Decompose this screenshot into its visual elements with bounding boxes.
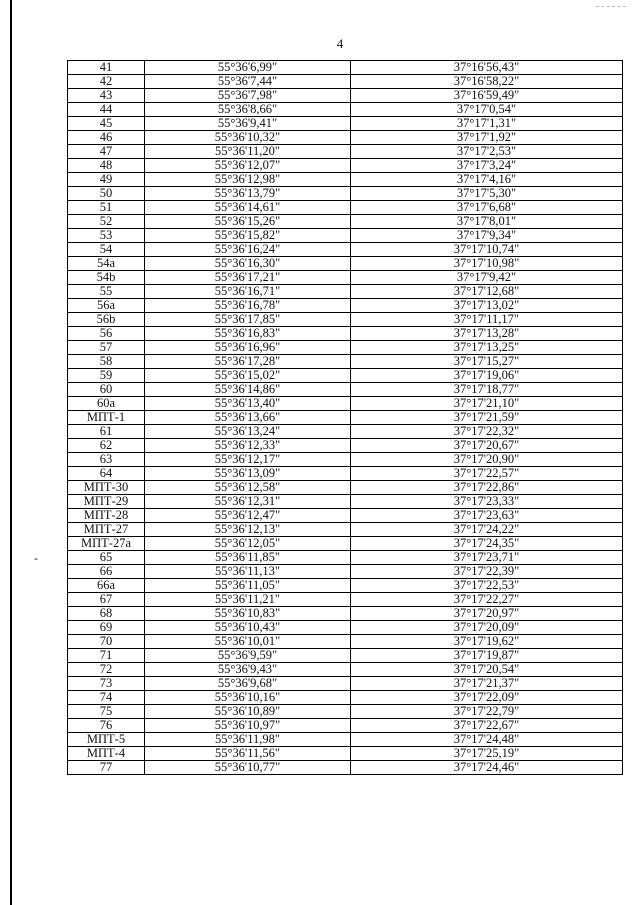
point-id-cell: МПТ-5 [68, 733, 145, 747]
latitude-cell: 55°36'17,85" [145, 313, 351, 327]
scan-artifact [596, 6, 626, 8]
margin-mark: - [34, 551, 38, 565]
table-row [68, 383, 623, 397]
latitude-cell: 55°36'8,66" [145, 103, 351, 117]
point-id-cell: 60 [68, 383, 145, 397]
latitude-cell: 55°36'11,21" [145, 593, 351, 607]
table-row [68, 159, 623, 173]
point-id-cell: 55 [68, 285, 145, 299]
latitude-cell: 55°36'10,01" [145, 635, 351, 649]
latitude-cell: 55°36'12,07" [145, 159, 351, 173]
longitude-cell: 37°16'58,22" [351, 75, 623, 89]
latitude-cell: 55°36'15,26" [145, 215, 351, 229]
longitude-cell: 37°17'19,06" [351, 369, 623, 383]
longitude-cell: 37°16'56,43" [351, 61, 623, 75]
point-id-cell: 63 [68, 453, 145, 467]
latitude-cell: 55°36'10,32" [145, 131, 351, 145]
longitude-cell: 37°17'22,39" [351, 565, 623, 579]
point-id-cell: 59 [68, 369, 145, 383]
table-row [68, 61, 623, 75]
latitude-cell: 55°36'11,13" [145, 565, 351, 579]
longitude-cell: 37°17'23,33" [351, 495, 623, 509]
latitude-cell: 55°36'12,98" [145, 173, 351, 187]
longitude-cell: 37°17'10,74" [351, 243, 623, 257]
table-row [68, 397, 623, 411]
latitude-cell: 55°36'14,86" [145, 383, 351, 397]
point-id-cell: МПТ-27а [68, 537, 145, 551]
point-id-cell: 66 [68, 565, 145, 579]
table-row [68, 145, 623, 159]
table-row [68, 425, 623, 439]
coordinates-table-body [68, 61, 623, 775]
longitude-cell: 37°17'20,54" [351, 663, 623, 677]
longitude-cell: 37°17'23,71" [351, 551, 623, 565]
table-row [68, 509, 623, 523]
point-id-cell: 45 [68, 117, 145, 131]
page-number: 4 [336, 36, 344, 51]
table-row [68, 187, 623, 201]
latitude-cell: 55°36'9,68" [145, 677, 351, 691]
point-id-cell: 46 [68, 131, 145, 145]
point-id-cell: 52 [68, 215, 145, 229]
table-row [68, 565, 623, 579]
latitude-cell: 55°36'15,82" [145, 229, 351, 243]
latitude-cell: 55°36'10,77" [145, 761, 351, 775]
latitude-cell: 55°36'16,24" [145, 243, 351, 257]
latitude-cell: 55°36'12,13" [145, 523, 351, 537]
point-id-cell: 49 [68, 173, 145, 187]
longitude-cell: 37°17'5,30" [351, 187, 623, 201]
latitude-cell: 55°36'10,43" [145, 621, 351, 635]
longitude-cell: 37°17'20,90" [351, 453, 623, 467]
table-row [68, 299, 623, 313]
table-row [68, 453, 623, 467]
latitude-cell: 55°36'10,83" [145, 607, 351, 621]
latitude-cell: 55°36'7,44" [145, 75, 351, 89]
longitude-cell: 37°17'1,31" [351, 117, 623, 131]
table-row [68, 761, 623, 775]
table-row [68, 593, 623, 607]
table-row [68, 747, 623, 761]
table-row [68, 285, 623, 299]
point-id-cell: 64 [68, 467, 145, 481]
point-id-cell: МПТ-1 [68, 411, 145, 425]
point-id-cell: 68 [68, 607, 145, 621]
point-id-cell: МПТ-30 [68, 481, 145, 495]
point-id-cell: 51 [68, 201, 145, 215]
latitude-cell: 55°36'11,20" [145, 145, 351, 159]
point-id-cell: 72 [68, 663, 145, 677]
longitude-cell: 37°17'22,57" [351, 467, 623, 481]
longitude-cell: 37°17'8,01" [351, 215, 623, 229]
longitude-cell: 37°17'22,86" [351, 481, 623, 495]
coordinates-table [67, 60, 623, 775]
point-id-cell: МПТ-4 [68, 747, 145, 761]
latitude-cell: 55°36'7,98" [145, 89, 351, 103]
longitude-cell: 37°17'0,54" [351, 103, 623, 117]
table-row [68, 369, 623, 383]
longitude-cell: 37°17'24,35" [351, 537, 623, 551]
longitude-cell: 37°17'9,34" [351, 229, 623, 243]
point-id-cell: 77 [68, 761, 145, 775]
point-id-cell: 69 [68, 621, 145, 635]
longitude-cell: 37°17'25,19" [351, 747, 623, 761]
latitude-cell: 55°36'12,58" [145, 481, 351, 495]
latitude-cell: 55°36'16,96" [145, 341, 351, 355]
latitude-cell: 55°36'12,17" [145, 453, 351, 467]
table-row [68, 411, 623, 425]
point-id-cell: 56a [68, 299, 145, 313]
latitude-cell: 55°36'13,66" [145, 411, 351, 425]
table-row [68, 635, 623, 649]
table-row [68, 201, 623, 215]
point-id-cell: 53 [68, 229, 145, 243]
latitude-cell: 55°36'9,43" [145, 663, 351, 677]
table-row [68, 313, 623, 327]
longitude-cell: 37°17'20,97" [351, 607, 623, 621]
latitude-cell: 55°36'16,83" [145, 327, 351, 341]
point-id-cell: МПТ-29 [68, 495, 145, 509]
latitude-cell: 55°36'12,33" [145, 439, 351, 453]
longitude-cell: 37°17'9,42" [351, 271, 623, 285]
longitude-cell: 37°17'21,10" [351, 397, 623, 411]
longitude-cell: 37°17'21,37" [351, 677, 623, 691]
point-id-cell: 47 [68, 145, 145, 159]
longitude-cell: 37°17'13,02" [351, 299, 623, 313]
longitude-cell: 37°17'20,09" [351, 621, 623, 635]
latitude-cell: 55°36'15,02" [145, 369, 351, 383]
longitude-cell: 37°17'15,27" [351, 355, 623, 369]
latitude-cell: 55°36'9,59" [145, 649, 351, 663]
longitude-cell: 37°17'4,16" [351, 173, 623, 187]
latitude-cell: 55°36'11,98" [145, 733, 351, 747]
longitude-cell: 37°17'21,59" [351, 411, 623, 425]
table-row [68, 173, 623, 187]
table-row [68, 131, 623, 145]
longitude-cell: 37°17'22,53" [351, 579, 623, 593]
point-id-cell: 76 [68, 719, 145, 733]
longitude-cell: 37°17'24,22" [351, 523, 623, 537]
table-row [68, 551, 623, 565]
point-id-cell: 41 [68, 61, 145, 75]
table-row [68, 229, 623, 243]
point-id-cell: 42 [68, 75, 145, 89]
table-row [68, 663, 623, 677]
longitude-cell: 37°17'22,09" [351, 691, 623, 705]
table-row [68, 117, 623, 131]
table-row [68, 215, 623, 229]
table-row [68, 355, 623, 369]
longitude-cell: 37°17'13,28" [351, 327, 623, 341]
longitude-cell: 37°17'2,53" [351, 145, 623, 159]
longitude-cell: 37°17'1,92" [351, 131, 623, 145]
table-row [68, 621, 623, 635]
latitude-cell: 55°36'10,89" [145, 705, 351, 719]
latitude-cell: 55°36'13,79" [145, 187, 351, 201]
latitude-cell: 55°36'16,71" [145, 285, 351, 299]
latitude-cell: 55°36'10,97" [145, 719, 351, 733]
point-id-cell: МПТ-27 [68, 523, 145, 537]
point-id-cell: 73 [68, 677, 145, 691]
longitude-cell: 37°17'13,25" [351, 341, 623, 355]
point-id-cell: 74 [68, 691, 145, 705]
latitude-cell: 55°36'13,09" [145, 467, 351, 481]
point-id-cell: 56b [68, 313, 145, 327]
latitude-cell: 55°36'14,61" [145, 201, 351, 215]
latitude-cell: 55°36'11,56" [145, 747, 351, 761]
longitude-cell: 37°17'3,24" [351, 159, 623, 173]
point-id-cell: 70 [68, 635, 145, 649]
longitude-cell: 37°17'24,48" [351, 733, 623, 747]
table-row [68, 691, 623, 705]
latitude-cell: 55°36'17,21" [145, 271, 351, 285]
latitude-cell: 55°36'13,24" [145, 425, 351, 439]
latitude-cell: 55°36'13,40" [145, 397, 351, 411]
point-id-cell: 65 [68, 551, 145, 565]
table-row [68, 75, 623, 89]
point-id-cell: 54a [68, 257, 145, 271]
longitude-cell: 37°17'19,87" [351, 649, 623, 663]
longitude-cell: 37°17'19,62" [351, 635, 623, 649]
table-row [68, 271, 623, 285]
longitude-cell: 37°17'22,27" [351, 593, 623, 607]
point-id-cell: 67 [68, 593, 145, 607]
table-row [68, 495, 623, 509]
latitude-cell: 55°36'11,85" [145, 551, 351, 565]
longitude-cell: 37°17'18,77" [351, 383, 623, 397]
table-row [68, 243, 623, 257]
table-row [68, 705, 623, 719]
table-row [68, 677, 623, 691]
table-row [68, 257, 623, 271]
point-id-cell: 54b [68, 271, 145, 285]
table-row [68, 327, 623, 341]
latitude-cell: 55°36'10,16" [145, 691, 351, 705]
longitude-cell: 37°16'59,49" [351, 89, 623, 103]
longitude-cell: 37°17'22,32" [351, 425, 623, 439]
page-binding-edge [10, 0, 12, 905]
longitude-cell: 37°17'24,46" [351, 761, 623, 775]
table-row [68, 481, 623, 495]
table-row [68, 103, 623, 117]
point-id-cell: 48 [68, 159, 145, 173]
table-row [68, 719, 623, 733]
point-id-cell: 54 [68, 243, 145, 257]
point-id-cell: 44 [68, 103, 145, 117]
longitude-cell: 37°17'12,68" [351, 285, 623, 299]
point-id-cell: 66a [68, 579, 145, 593]
point-id-cell: МПТ-28 [68, 509, 145, 523]
table-row [68, 341, 623, 355]
latitude-cell: 55°36'17,28" [145, 355, 351, 369]
latitude-cell: 55°36'6,99" [145, 61, 351, 75]
table-row [68, 523, 623, 537]
longitude-cell: 37°17'22,67" [351, 719, 623, 733]
point-id-cell: 60a [68, 397, 145, 411]
table-row [68, 439, 623, 453]
latitude-cell: 55°36'12,47" [145, 509, 351, 523]
point-id-cell: 43 [68, 89, 145, 103]
table-row [68, 467, 623, 481]
point-id-cell: 71 [68, 649, 145, 663]
point-id-cell: 50 [68, 187, 145, 201]
point-id-cell: 57 [68, 341, 145, 355]
point-id-cell: 56 [68, 327, 145, 341]
latitude-cell: 55°36'9,41" [145, 117, 351, 131]
latitude-cell: 55°36'12,31" [145, 495, 351, 509]
longitude-cell: 37°17'11,17" [351, 313, 623, 327]
point-id-cell: 58 [68, 355, 145, 369]
table-row [68, 733, 623, 747]
table-row [68, 89, 623, 103]
latitude-cell: 55°36'16,78" [145, 299, 351, 313]
latitude-cell: 55°36'12,05" [145, 537, 351, 551]
table-row [68, 649, 623, 663]
latitude-cell: 55°36'11,05" [145, 579, 351, 593]
longitude-cell: 37°17'23,63" [351, 509, 623, 523]
table-row [68, 607, 623, 621]
point-id-cell: 61 [68, 425, 145, 439]
longitude-cell: 37°17'10,98" [351, 257, 623, 271]
latitude-cell: 55°36'16,30" [145, 257, 351, 271]
point-id-cell: 62 [68, 439, 145, 453]
table-row [68, 537, 623, 551]
longitude-cell: 37°17'20,67" [351, 439, 623, 453]
table-row [68, 579, 623, 593]
longitude-cell: 37°17'6,68" [351, 201, 623, 215]
longitude-cell: 37°17'22,79" [351, 705, 623, 719]
point-id-cell: 75 [68, 705, 145, 719]
